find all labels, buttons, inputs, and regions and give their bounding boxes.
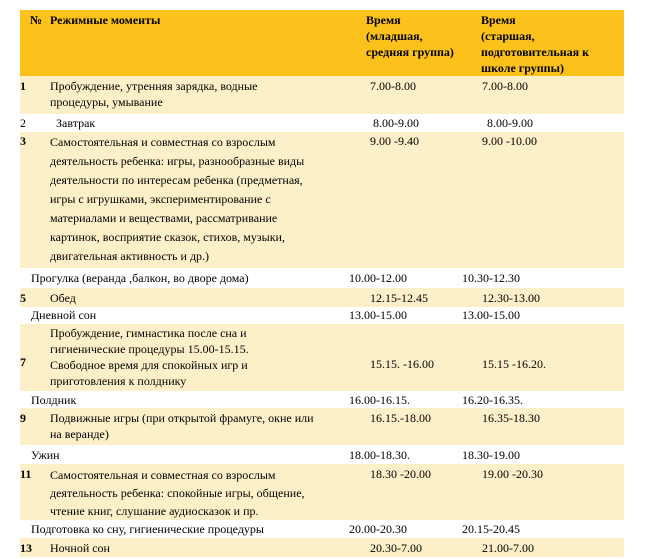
row-num: 7: [20, 355, 26, 369]
row-num: 1: [20, 79, 26, 93]
row-time-young: 9.00 -9.40: [370, 134, 419, 148]
row-time-young: 20.00-20.30: [349, 522, 407, 536]
row-num: 3: [20, 134, 26, 148]
row-time-young: 7.00-8.00: [370, 79, 416, 93]
table-row: [20, 288, 624, 307]
row-moment: Прогулка (веранда ,балкон, во дворе дома): [31, 271, 249, 285]
row-time-young: 10.00-12.00: [349, 271, 407, 285]
row-num: 2: [20, 116, 26, 130]
row-time-young: 20.30-7.00: [370, 541, 422, 555]
table-row: [20, 408, 624, 445]
table-row: [20, 132, 624, 268]
row-time-old: 15.15 -16.20.: [482, 357, 546, 371]
row-time-young: 18.00-18.30.: [349, 448, 410, 462]
table-row: [20, 76, 624, 114]
row-moment: Завтрак: [56, 116, 96, 130]
table-row: [20, 445, 624, 464]
row-time-young: 12.15-12.45: [370, 291, 428, 305]
row-num: 13: [20, 541, 32, 555]
table-row: [20, 520, 624, 538]
row-moment: Подвижные игры (при открытой фрамуге, окне или на веранде): [50, 411, 314, 441]
table-header: [20, 10, 624, 76]
row-moment: Самостоятельная и совместная со взрослым деятельность ребенка: спокойные игры, общение, чтение книг, слушание аудиосказок и пр.: [50, 468, 305, 518]
row-time-old: 20.15-20.45: [462, 522, 520, 536]
row-time-old: 13.00-15.00: [462, 308, 520, 322]
row-time-young: 16.00-16.15.: [349, 393, 410, 407]
row-time-young: 15.15. -16.00: [370, 357, 434, 371]
row-moment: Подготовка ко сну, гигиенические процедуры: [31, 522, 264, 536]
table-row: [20, 114, 624, 132]
table-row: [20, 268, 624, 288]
table-row: [20, 324, 624, 391]
row-moment: Полдник: [31, 393, 77, 407]
row-time-young: 18.30 -20.00: [370, 467, 431, 481]
row-time-old: 8.00-9.00: [487, 116, 533, 130]
row-time-old: 12.30-13.00: [482, 291, 540, 305]
table-row: [20, 464, 624, 520]
row-moment: Дневной сон: [31, 308, 97, 322]
row-num: 9: [20, 411, 26, 425]
row-time-young: 13.00-15.00: [349, 308, 407, 322]
row-time-old: 16.35-18.30: [482, 411, 540, 425]
row-moment: Ночной сон: [50, 541, 110, 555]
row-num: 11: [20, 467, 32, 481]
row-moment: Самостоятельная и совместная со взрослым деятельность ребенка: игры, разнообразные виды деятельности по интересам ребенка (предметная, игры с игрушками, экспериментирование с материалами и веществами, рассматривание картинок, восприятие сказок, стихов, музыки, двигательная активность и др.): [50, 135, 305, 263]
row-moment: Ужин: [31, 448, 60, 462]
row-time-old: 10.30-12.30: [462, 271, 520, 285]
row-time-old: 9.00 -10.00: [482, 134, 537, 148]
row-time-young: 16.15.-18.00: [370, 411, 431, 425]
row-time-young: 8.00-9.00: [373, 116, 419, 130]
row-moment: Пробуждение, утренняя зарядка, водные процедуры, умывание: [50, 79, 258, 109]
header-num: №: [30, 13, 43, 27]
row-time-old: 16.20-16.35.: [462, 393, 523, 407]
row-time-old: 18.30-19.00: [462, 448, 520, 462]
table-row: [20, 538, 624, 557]
row-moment: Обед: [50, 291, 76, 305]
row-num: 5: [20, 291, 26, 305]
row-time-old: 7.00-8.00: [482, 79, 528, 93]
header-moments: Режимные моменты: [50, 13, 161, 27]
header-time-old: Время (старшая, подготовительная к школе группы): [481, 13, 590, 75]
row-time-old: 21.00-7.00: [482, 541, 534, 555]
header-time-young: Время (младшая, средняя группа): [366, 13, 454, 59]
row-moment: Пробуждение, гимнастика после сна и гигиенические процедуры 15.00-15.15. Свободное время для спокойных игр и приготовления к полднику: [50, 326, 249, 388]
table-row: [20, 307, 624, 324]
table-row: [20, 391, 624, 408]
row-time-old: 19.00 -20.30: [482, 467, 543, 481]
